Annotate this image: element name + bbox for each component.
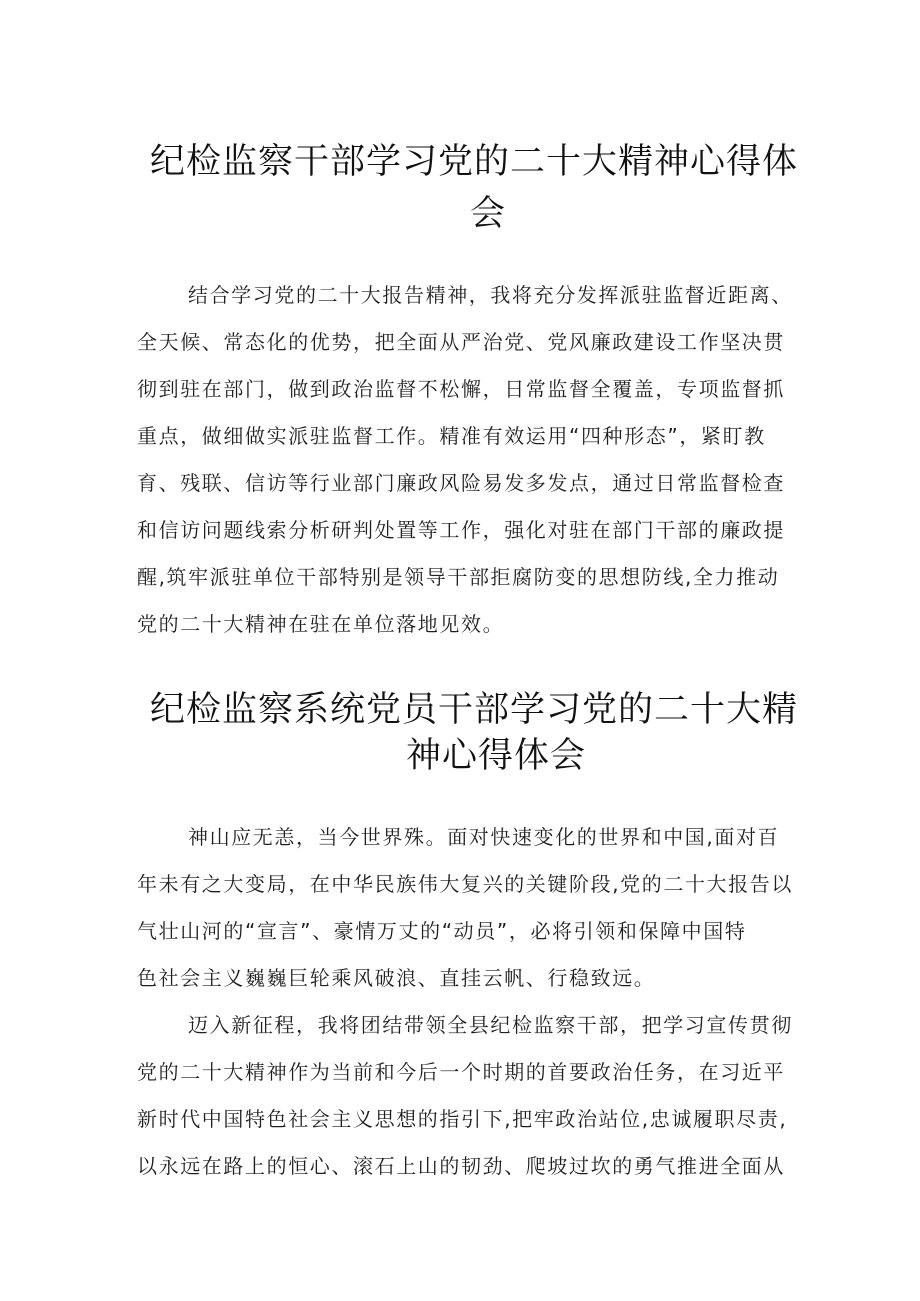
text-line: 气壮山河的“宣言”、豪情万丈的“动员”，必将引领和保障中国特 [137, 919, 747, 943]
text-line: 彻到驻在部门，做到政治监督不松懈，日常监督全覆盖，专项监督抓 [137, 377, 785, 401]
text-line: 党的二十大精神作为当前和今后一个时期的首要政治任务，在习近平 [137, 1060, 785, 1084]
text-line: 以永远在路上的恒心、滚石上山的韧劲、爬坡过坎的勇气推进全面从 [137, 1154, 785, 1178]
text-line: 全天候、常态化的优势，把全面从严治党、党风廉政建设工作坚决贯 [137, 330, 785, 354]
text-line: 色社会主义巍巍巨轮乘风破浪、直挂云帆、行稳致远。 [137, 966, 656, 990]
text-line: 结合学习党的二十大报告精神，我将充分发挥派驻监督近距离、 [188, 283, 793, 307]
article2-paragraph1 [137, 814, 797, 1002]
article2-title-line2: 神心得体会 [406, 736, 587, 776]
article1-title-line1: 纪检监察干部学习党的二十大精神心得体 [150, 142, 799, 182]
text-line: 迈入新征程，我将团结带领全县纪检监察干部，把学习宣传贯彻 [188, 1013, 793, 1037]
text-line: 新时代中国特色社会主义思想的指引下,把牢政治站位,忠诚履职尽责, [137, 1107, 788, 1131]
text-line: 重点，做细做实派驻监督工作。精准有效运用“四种形态”，紧盯教 [137, 424, 766, 448]
text-line: 育、残联、信访等行业部门廉政风险易发多发点，通过日常监督检查 [137, 471, 785, 495]
text-line: 醒,筑牢派驻单位干部特别是领导干部拒腐防变的思想防线,全力推动 [137, 565, 780, 589]
article2-paragraph2 [137, 1002, 797, 1190]
text-line: 党的二十大精神在驻在单位落地见效。 [137, 612, 505, 636]
article1-title-line2: 会 [470, 194, 507, 234]
article1-paragraph1 [137, 272, 797, 648]
article2-title-line1: 纪检监察系统党员干部学习党的二十大精 [150, 690, 799, 730]
text-line: 神山应无恙，当今世界殊。面对快速变化的世界和中国,面对百 [188, 825, 780, 849]
text-line: 年未有之大变局，在中华民族伟大复兴的关键阶段,党的二十大报告以 [137, 872, 793, 896]
text-line: 和信访问题线索分析研判处置等工作，强化对驻在部门干部的廉政提 [137, 518, 785, 542]
